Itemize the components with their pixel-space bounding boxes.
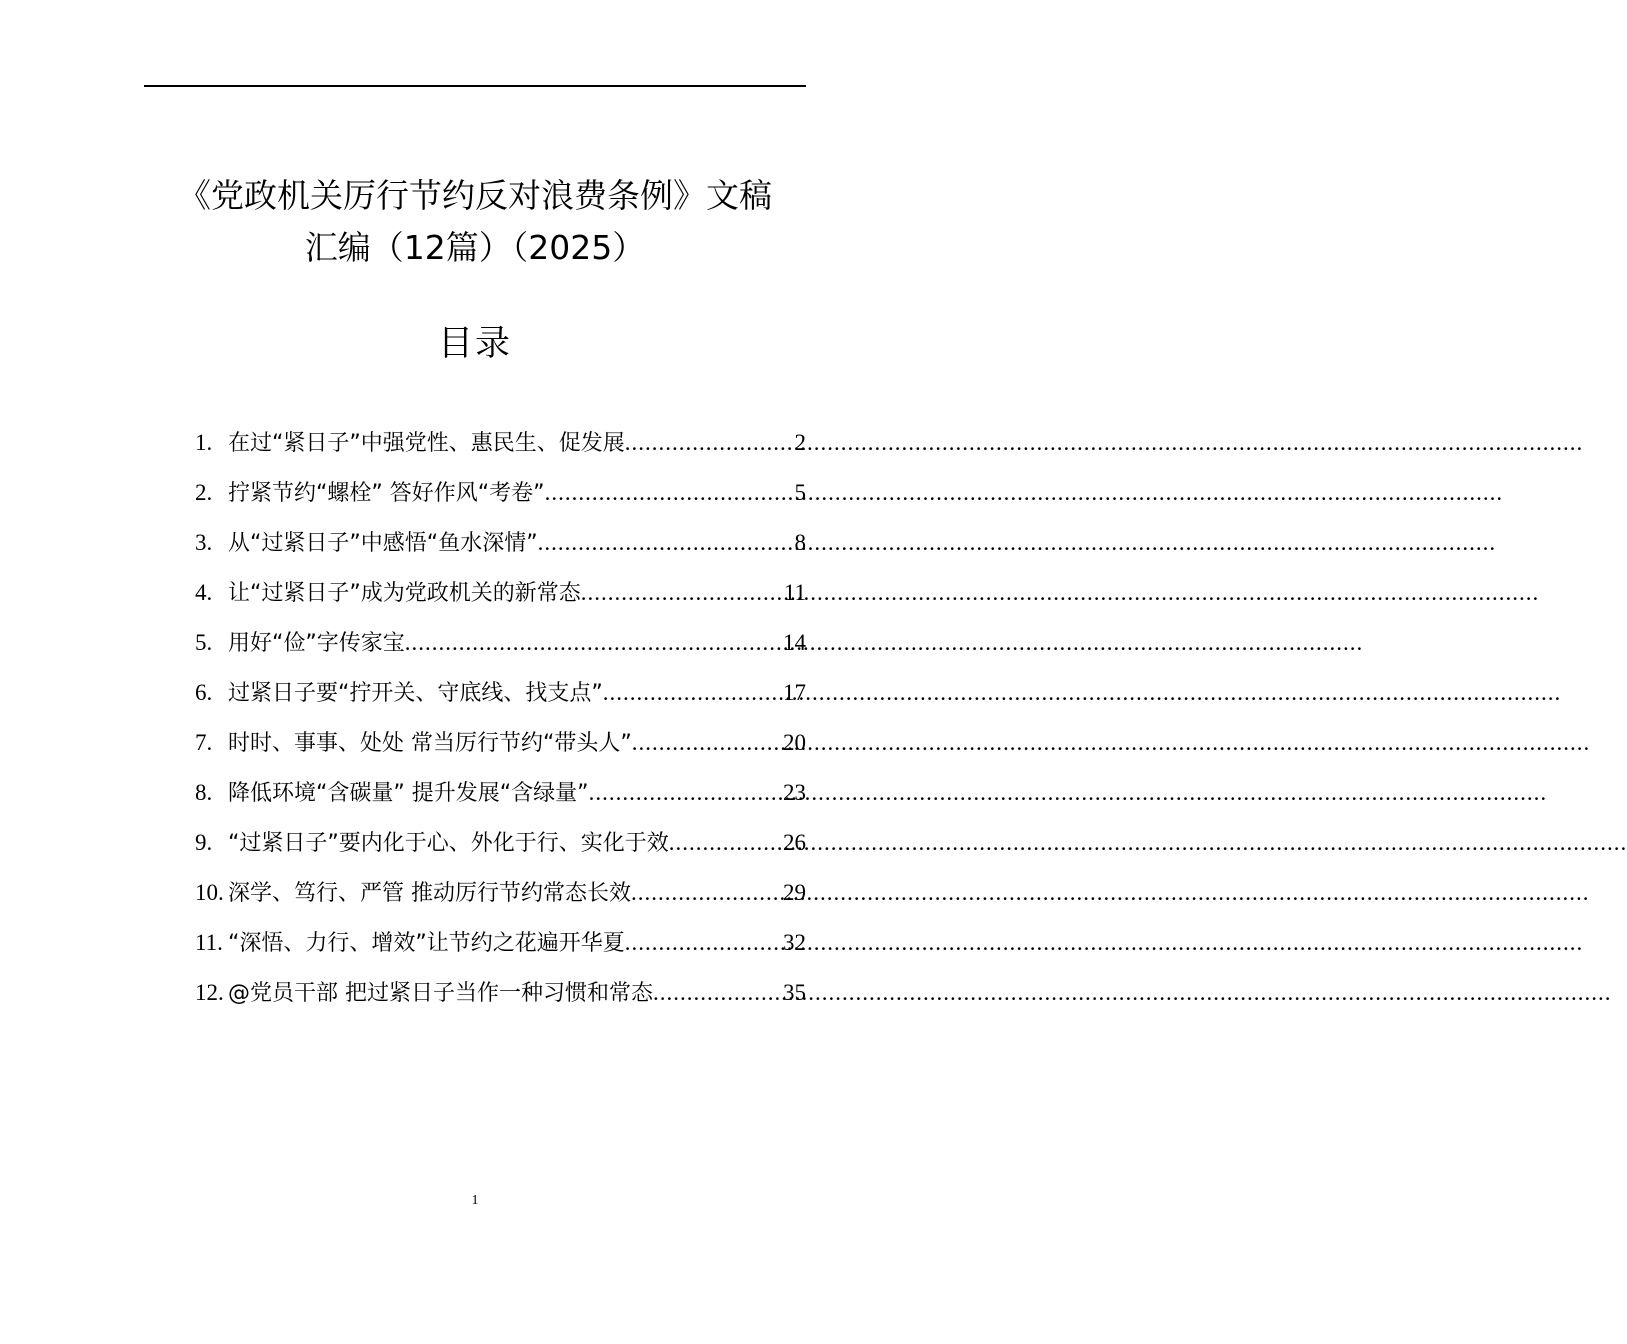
- toc-entry-4[interactable]: [195, 568, 806, 618]
- toc-entry-7[interactable]: [195, 718, 806, 768]
- toc-entry-10[interactable]: [195, 868, 806, 918]
- toc-entry-8[interactable]: [195, 768, 806, 818]
- table-of-contents: [195, 418, 806, 1018]
- toc-entry-title: 过紧日子要“拧开关、守底线、找支点”: [228, 681, 603, 706]
- toc-entry-title: “深悟、力行、增效”让节约之花遍开华夏: [228, 931, 625, 956]
- toc-entry-page: 11: [783, 580, 806, 605]
- toc-entry-page: 29: [783, 880, 806, 905]
- toc-entry-page: 5: [794, 480, 806, 505]
- toc-entry-page: 35: [783, 980, 806, 1005]
- toc-entry-page: 8: [794, 530, 806, 555]
- toc-entry-3[interactable]: [195, 518, 806, 568]
- toc-entry-number: 7.: [195, 730, 213, 755]
- toc-entry-number: 10.: [195, 880, 224, 905]
- toc-entry-page: 14: [783, 630, 806, 655]
- toc-entry-title: 降低环境“含碳量” 提升发展“含绿量”: [228, 781, 589, 806]
- header-rule: [144, 85, 806, 87]
- toc-entry-page: 23: [783, 780, 806, 805]
- toc-entry-number: 6.: [195, 680, 213, 705]
- toc-entry-6[interactable]: [195, 668, 806, 718]
- toc-dot-leader: [405, 618, 783, 668]
- toc-entry-9[interactable]: [195, 818, 806, 868]
- toc-entry-2[interactable]: [195, 468, 806, 518]
- toc-dot-leader: [603, 668, 783, 718]
- toc-dot-leader: [632, 718, 783, 768]
- toc-entry-title: 在过“紧日子”中强党性、惠民生、促发展: [228, 431, 625, 456]
- toc-entry-title: 拧紧节约“螺栓” 答好作风“考卷”: [228, 481, 545, 506]
- toc-dot-leader: [589, 768, 783, 818]
- toc-entry-page: 2: [794, 430, 806, 455]
- toc-entry-title: 时时、事事、处处 常当厉行节约“带头人”: [228, 731, 632, 756]
- toc-dot-leader: [625, 418, 795, 468]
- toc-entry-page: 17: [783, 680, 806, 705]
- toc-entry-number: 1.: [195, 430, 213, 455]
- toc-entry-title: 深学、笃行、严管 推动厉行节约常态长效: [228, 881, 631, 906]
- document-title: [144, 170, 806, 274]
- toc-entry-number: 4.: [195, 580, 213, 605]
- toc-dot-leader: [545, 468, 795, 518]
- toc-entry-number: 12.: [195, 980, 224, 1005]
- page-number: 1: [471, 1193, 479, 1208]
- toc-heading: 目录: [437, 324, 512, 364]
- document-title-line-2: 汇编（12篇）（2025）: [304, 228, 646, 267]
- toc-entry-number: 11.: [195, 930, 223, 955]
- toc-entry-title: 让“过紧日子”成为党政机关的新常态: [228, 581, 581, 606]
- toc-entry-1[interactable]: [195, 418, 806, 468]
- toc-entry-number: 2.: [195, 480, 213, 505]
- toc-entry-title: 从“过紧日子”中感悟“鱼水深情”: [228, 531, 538, 556]
- toc-entry-page: 20: [783, 730, 806, 755]
- toc-entry-title: @党员干部 把过紧日子当作一种习惯和常态: [228, 981, 653, 1006]
- toc-entry-number: 5.: [195, 630, 213, 655]
- toc-dot-leader: [538, 518, 795, 568]
- toc-entry-number: 9.: [195, 830, 213, 855]
- toc-entry-12[interactable]: [195, 968, 806, 1018]
- toc-dot-leader: [625, 918, 783, 968]
- toc-entry-number: 3.: [195, 530, 213, 555]
- toc-dot-leader: [631, 868, 783, 918]
- toc-entry-page: 26: [783, 830, 806, 855]
- toc-dot-leader: [653, 968, 783, 1018]
- toc-dot-leader: [669, 818, 783, 868]
- toc-entry-number: 8.: [195, 780, 213, 805]
- toc-entry-title: 用好“俭”字传家宝: [228, 631, 405, 656]
- toc-entry-11[interactable]: [195, 918, 806, 968]
- toc-entry-5[interactable]: [195, 618, 806, 668]
- toc-dot-leader: [581, 568, 784, 618]
- document-title-line-1: 《党政机关厉行节约反对浪费条例》文稿: [178, 176, 772, 215]
- toc-entry-page: 32: [783, 930, 806, 955]
- toc-entry-title: “过紧日子”要内化于心、外化于行、实化于效: [228, 831, 669, 856]
